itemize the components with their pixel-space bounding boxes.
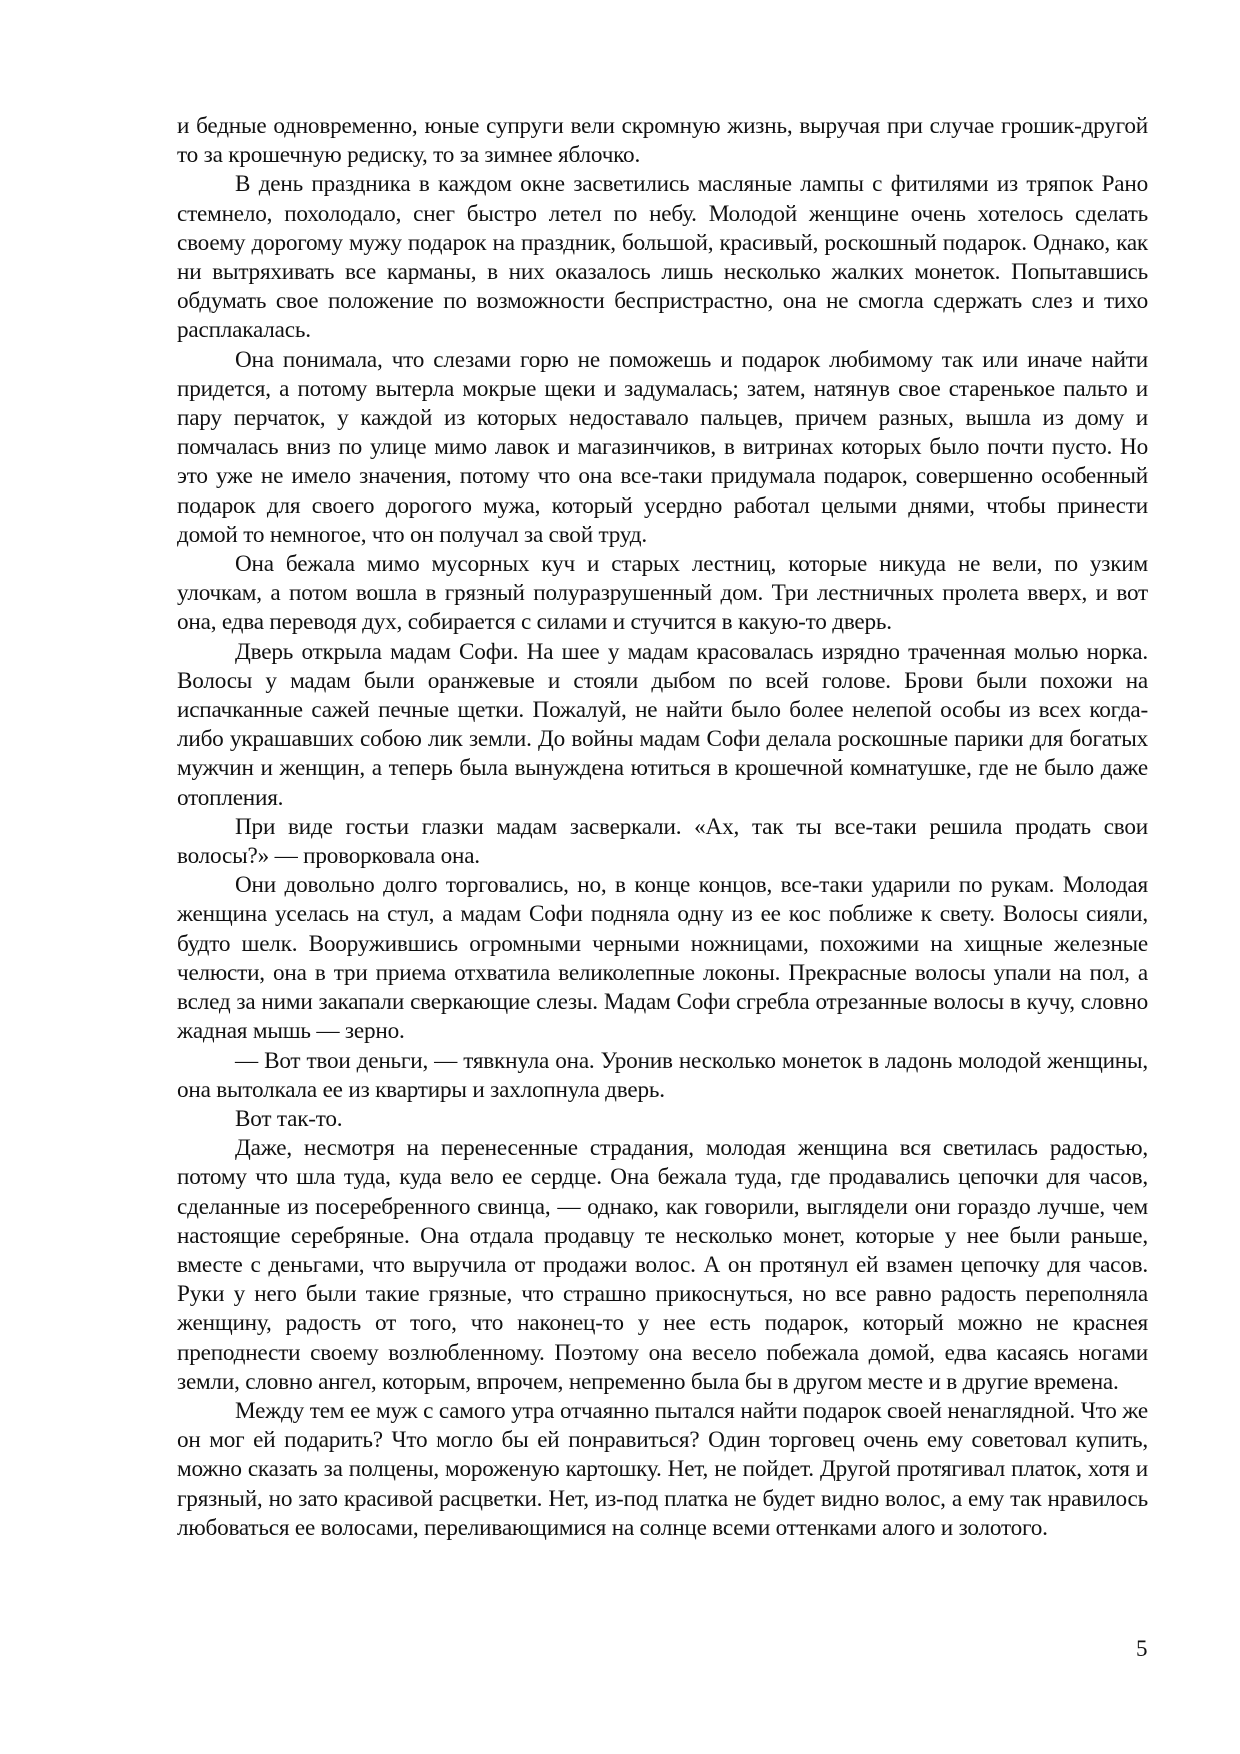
paragraph: Даже, несмотря на перенесенные страдания, молодая женщина вся светилась радостью, потому что шла туда, куда вело ее сердце. Она бежала туда, где продавались цепочки для часов, сделанные из посеребренного свинца, — однако, как говорили, выглядели они гораздо лучше, чем настоящие серебряные. Она отдала продавцу те несколько монет, которые у нее были раньше, вместе с деньгами, что выручила от продажи волос. А он протянул ей взамен цепочку для часов. Руки у него были такие грязные, что страшно прикоснуться, но все равно радость переполняла женщину, радость от того, что наконец-то у нее есть подарок, который можно не краснея преподнести своему возлюбленному. Поэтому она весело побежала домой, едва касаясь ногами земли, словно ангел, которым, впрочем, непременно была бы в другом месте и в другие времена. bbox=[177, 1135, 1148, 1395]
paragraph: При виде гостьи глазки мадам засверкали. «Ах, так ты все-таки решила продать свои волосы?» — проворковала она. bbox=[177, 813, 1148, 870]
paragraph: Она бежала мимо мусорных куч и старых лестниц, которые никуда не вели, по узким улочкам, а потом вошла в грязный полуразрушенный дом. Три лестничных пролета вверх, и вот она, едва переводя дух, собирается с силами и стучится в какую-то дверь. bbox=[177, 551, 1148, 636]
paragraph: Дверь открыла мадам Софи. На шее у мадам красовалась изрядно траченная молью норка. Волосы у мадам были оранжевые и стояли дыбом по всей голове. Брови были похожи на испачканные сажей печные щетки. Пожалуй, не найти было более нелепой особы из всех когда-либо украшавших собою лик земли. До войны мадам Софи делала роскошные парики для богатых мужчин и женщин, а теперь была вынуждена ютиться в крошечной комнатушке, где не было даже отопления. bbox=[177, 638, 1148, 811]
paragraph-short: Вот так-то. bbox=[235, 1105, 343, 1132]
paragraph-continuation: и бедные одновременно, юные супруги вели скромную жизнь, выручая при случае грошик-другой то за крошечную редиску, то за зимнее яблочко. bbox=[177, 113, 1148, 169]
paragraph: Они довольно долго торговались, но, в конце концов, все-таки ударили по рукам. Молодая женщина уселась на стул, а мадам Софи подняла одну из ее кос поближе к свету. Волосы сияли, будто шелк. Вооружившись огромными черными ножницами, похожими на хищные железные челюсти, она в три приема отхватила великолепные локоны. Прекрасные волосы упали на пол, а вслед за ними закапали сверкающие слезы. Мадам Софи сгребла отрезанные волосы в кучу, словно жадная мышь — зерно. bbox=[177, 872, 1148, 1045]
paragraph: Между тем ее муж с самого утра отчаянно пытался найти подарок своей ненаглядной. Что же он мог ей подарить? Что могло бы ей понравиться? Один торговец очень ему советовал купить, можно сказать за полцены, мороженую картошку. Нет, не пойдет. Другой протягивал платок, хотя и грязный, но зато красивой расцветки. Нет, из-под платка не будет видно волос, а ему так нравилось любоваться ее волосами, переливающимися на солнце всеми оттенками алого и золотого. bbox=[177, 1397, 1148, 1541]
page-number: 5 bbox=[1136, 1636, 1148, 1661]
paragraph-dialogue: — Вот твои деньги, — тявкнула она. Уронив несколько монеток в ладонь молодой женщины, она вытолкала ее из квартиры и захлопнула дверь. bbox=[177, 1047, 1148, 1103]
body-text bbox=[177, 112, 1148, 1543]
paragraph: Она понимала, что слезами горю не поможешь и подарок любимому так или иначе найти придется, а потому вытерла мокрые щеки и задумалась; затем, натянув свое старенькое пальто и пару перчаток, у каждой из которых недоставало пальцев, причем разных, вышла из дому и помчалась вниз по улице мимо лавок и магазинчиков, в витринах которых было почти пусто. Но это уже не имело значения, потому что она все-таки придумала подарок, совершенно особенный подарок для своего дорогого мужа, который усердно работал целыми днями, чтобы принести домой то немногое, что он получал за свой труд. bbox=[177, 346, 1148, 548]
paragraph: В день праздника в каждом окне засветились масляные лампы с фитилями из тряпок Рано стемнело, похолодало, снег быстро летел по небу. Молодой женщине очень хотелось сделать своему дорогому мужу подарок на праздник, большой, красивый, роскошный подарок. Однако, как ни вытряхивать все карманы, в них оказалось лишь несколько жалких монеток. Попытавшись обдумать свое положение по возможности беспристрастно, она не смогла сдержать слез и тихо расплакалась. bbox=[177, 171, 1148, 344]
